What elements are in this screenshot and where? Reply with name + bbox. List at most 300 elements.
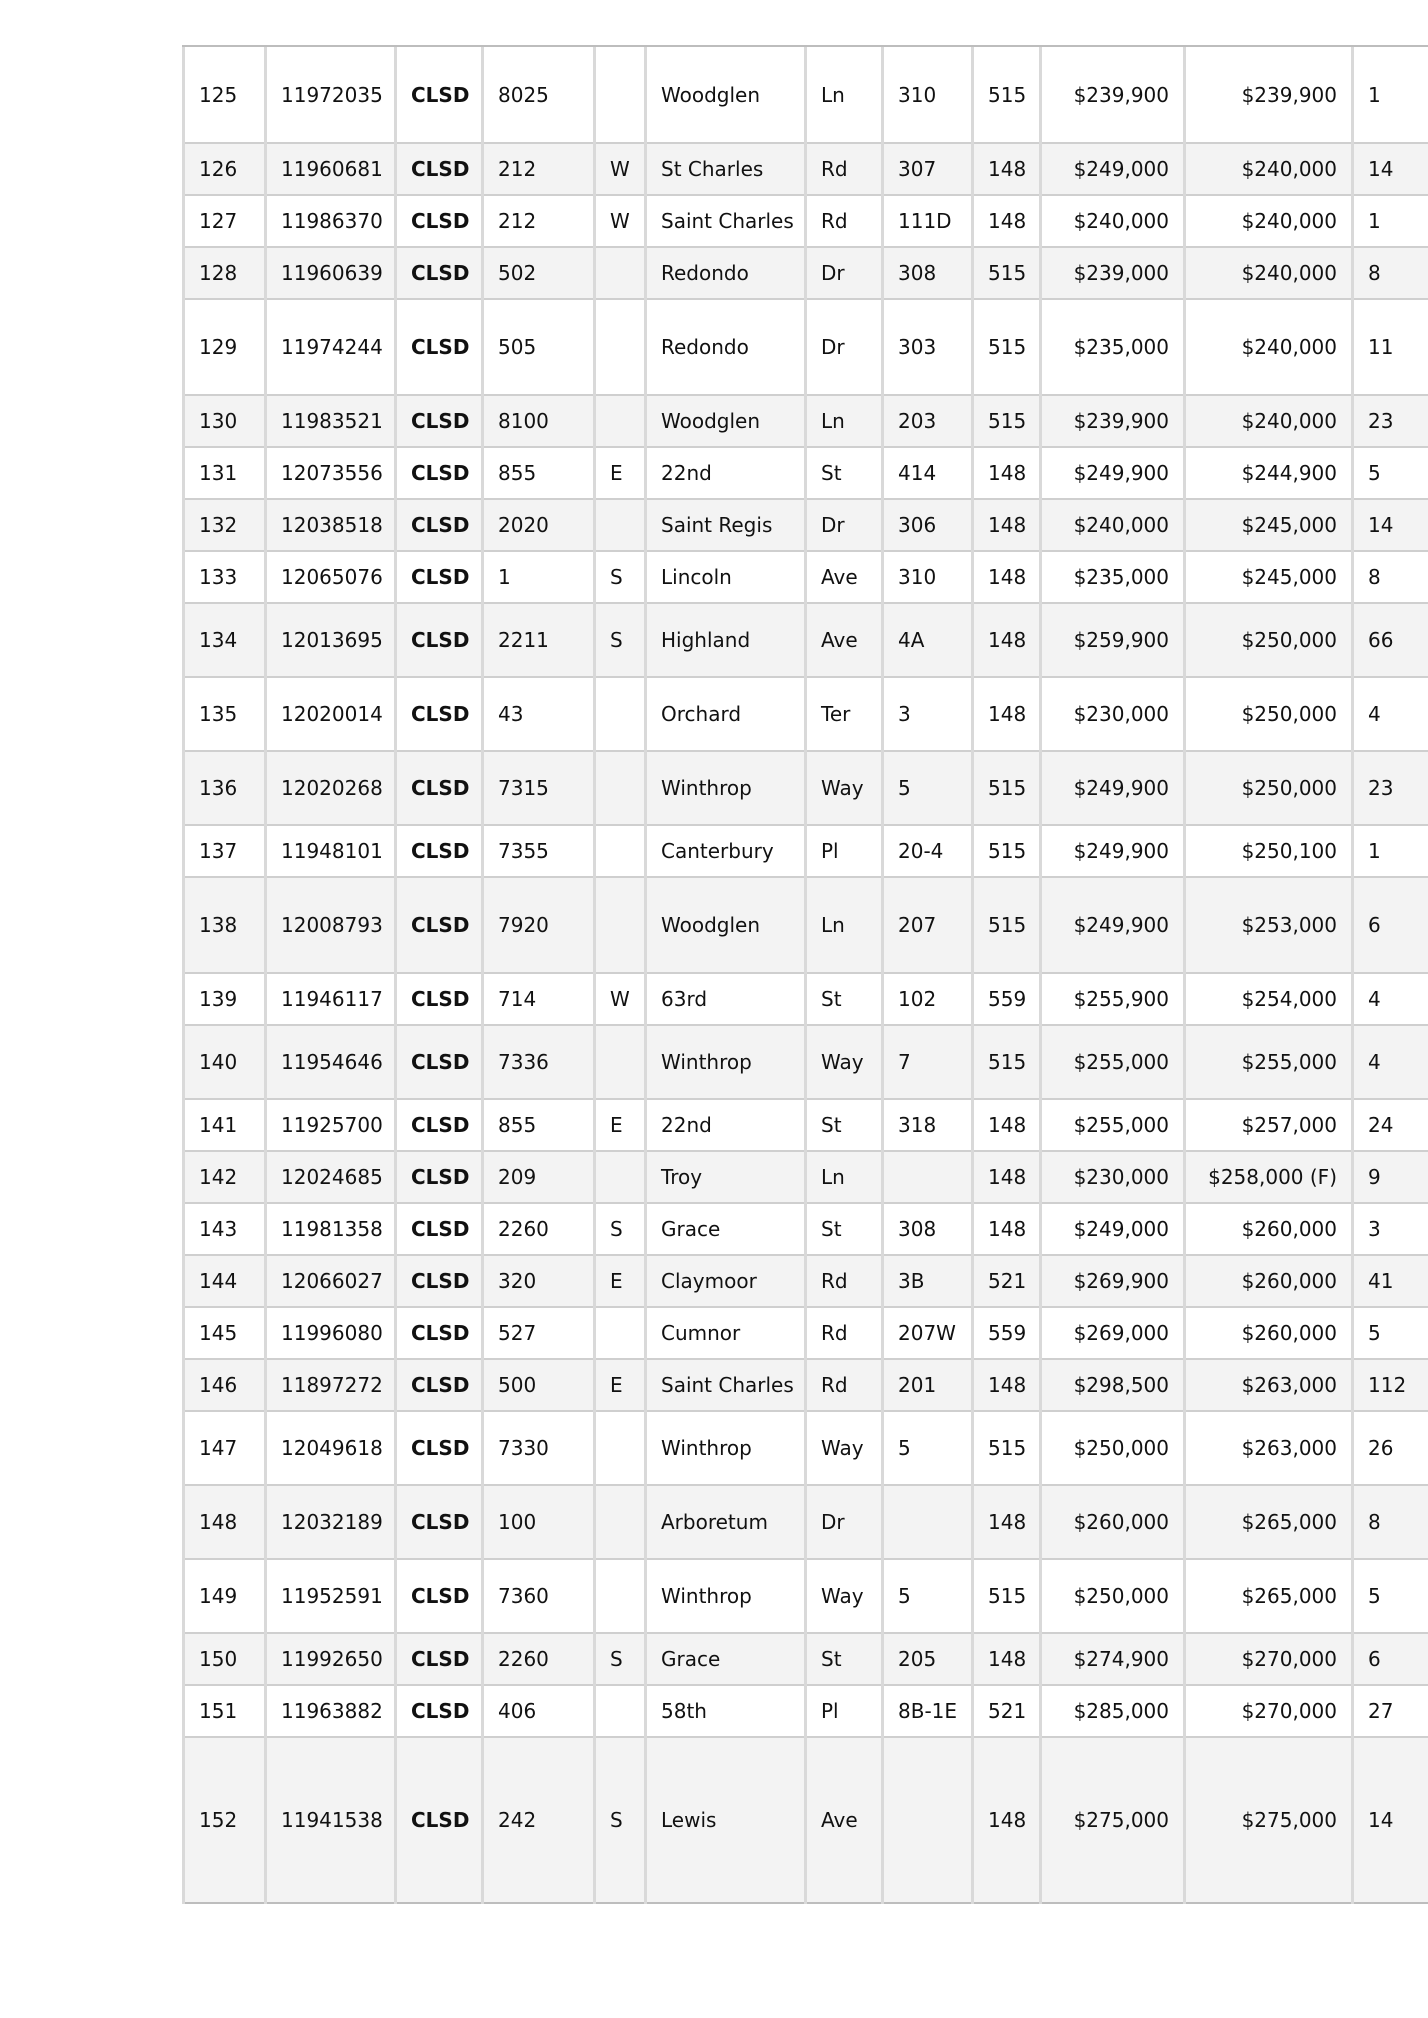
- table-row: [184, 603, 1428, 677]
- street-name-cell: Cumnor: [646, 1307, 806, 1359]
- street-name-cell: Orchard: [646, 677, 806, 751]
- street-suffix-cell: Ter: [806, 677, 883, 751]
- days-on-market-cell: 41: [1353, 1255, 1428, 1307]
- street-name-cell: Saint Charles: [646, 1359, 806, 1411]
- area-cell: 148: [973, 499, 1041, 551]
- mls-number-cell: 11897272: [266, 1359, 396, 1411]
- table-row: [184, 1307, 1428, 1359]
- row-number-cell: 132: [184, 499, 266, 551]
- row-number-cell: 135: [184, 677, 266, 751]
- status-cell: CLSD: [396, 1737, 483, 1903]
- direction-cell: E: [595, 1359, 646, 1411]
- mls-number-cell: 11946117: [266, 973, 396, 1025]
- street-name-cell: Woodglen: [646, 395, 806, 447]
- street-name-cell: Redondo: [646, 247, 806, 299]
- unit-cell: 201: [883, 1359, 973, 1411]
- mls-number-cell: 11960639: [266, 247, 396, 299]
- street-name-cell: Lincoln: [646, 551, 806, 603]
- street-number-cell: 100: [483, 1485, 595, 1559]
- days-on-market-cell: 4: [1353, 1025, 1428, 1099]
- row-number-cell: 140: [184, 1025, 266, 1099]
- unit-cell: 310: [883, 551, 973, 603]
- unit-cell: [883, 1151, 973, 1203]
- street-number-cell: 212: [483, 143, 595, 195]
- street-number-cell: 242: [483, 1737, 595, 1903]
- list-price-cell: $239,900: [1041, 395, 1185, 447]
- sold-price-cell: $255,000: [1185, 1025, 1353, 1099]
- area-cell: 515: [973, 1411, 1041, 1485]
- street-suffix-cell: Rd: [806, 1255, 883, 1307]
- sold-price-cell: $263,000: [1185, 1359, 1353, 1411]
- days-on-market-cell: 24: [1353, 1099, 1428, 1151]
- days-on-market-cell: 14: [1353, 143, 1428, 195]
- status-cell: CLSD: [396, 195, 483, 247]
- status-cell: CLSD: [396, 1307, 483, 1359]
- unit-cell: 414: [883, 447, 973, 499]
- sold-price-cell: $240,000: [1185, 299, 1353, 395]
- street-name-cell: 63rd: [646, 973, 806, 1025]
- mls-number-cell: 12049618: [266, 1411, 396, 1485]
- direction-cell: [595, 395, 646, 447]
- row-number-cell: 134: [184, 603, 266, 677]
- street-suffix-cell: St: [806, 447, 883, 499]
- mls-number-cell: 12038518: [266, 499, 396, 551]
- unit-cell: 207: [883, 877, 973, 973]
- status-cell: CLSD: [396, 447, 483, 499]
- street-suffix-cell: St: [806, 1633, 883, 1685]
- mls-number-cell: 11983521: [266, 395, 396, 447]
- street-suffix-cell: St: [806, 1203, 883, 1255]
- status-cell: CLSD: [396, 1359, 483, 1411]
- status-cell: CLSD: [396, 299, 483, 395]
- street-suffix-cell: Ln: [806, 395, 883, 447]
- unit-cell: 308: [883, 247, 973, 299]
- street-suffix-cell: Dr: [806, 299, 883, 395]
- mls-number-cell: 11941538: [266, 1737, 396, 1903]
- unit-cell: 307: [883, 143, 973, 195]
- table-row: [184, 877, 1428, 973]
- street-number-cell: 320: [483, 1255, 595, 1307]
- table-row: [184, 1025, 1428, 1099]
- street-name-cell: Arboretum: [646, 1485, 806, 1559]
- street-suffix-cell: Rd: [806, 195, 883, 247]
- unit-cell: 203: [883, 395, 973, 447]
- direction-cell: S: [595, 1737, 646, 1903]
- sold-price-cell: $239,900: [1185, 47, 1353, 143]
- sold-price-cell: $250,100: [1185, 825, 1353, 877]
- area-cell: 148: [973, 1737, 1041, 1903]
- street-number-cell: 43: [483, 677, 595, 751]
- list-price-cell: $259,900: [1041, 603, 1185, 677]
- sold-price-cell: $250,000: [1185, 751, 1353, 825]
- street-name-cell: Highland: [646, 603, 806, 677]
- direction-cell: E: [595, 447, 646, 499]
- list-price-cell: $269,900: [1041, 1255, 1185, 1307]
- status-cell: CLSD: [396, 499, 483, 551]
- street-number-cell: 2211: [483, 603, 595, 677]
- sold-price-cell: $258,000 (F): [1185, 1151, 1353, 1203]
- list-price-cell: $255,000: [1041, 1099, 1185, 1151]
- unit-cell: 3: [883, 677, 973, 751]
- area-cell: 521: [973, 1255, 1041, 1307]
- table-row: [184, 825, 1428, 877]
- days-on-market-cell: 1: [1353, 825, 1428, 877]
- street-suffix-cell: Ave: [806, 551, 883, 603]
- street-number-cell: 209: [483, 1151, 595, 1203]
- street-number-cell: 500: [483, 1359, 595, 1411]
- status-cell: CLSD: [396, 1559, 483, 1633]
- days-on-market-cell: 6: [1353, 1633, 1428, 1685]
- mls-number-cell: 12013695: [266, 603, 396, 677]
- street-name-cell: Troy: [646, 1151, 806, 1203]
- direction-cell: S: [595, 1633, 646, 1685]
- street-number-cell: 505: [483, 299, 595, 395]
- area-cell: 148: [973, 1633, 1041, 1685]
- unit-cell: 5: [883, 1559, 973, 1633]
- sold-price-cell: $250,000: [1185, 677, 1353, 751]
- sold-price-cell: $265,000: [1185, 1485, 1353, 1559]
- list-price-cell: $298,500: [1041, 1359, 1185, 1411]
- unit-cell: 5: [883, 751, 973, 825]
- area-cell: 148: [973, 195, 1041, 247]
- street-suffix-cell: Way: [806, 1025, 883, 1099]
- status-cell: CLSD: [396, 1411, 483, 1485]
- unit-cell: 318: [883, 1099, 973, 1151]
- days-on-market-cell: 11: [1353, 299, 1428, 395]
- street-number-cell: 2020: [483, 499, 595, 551]
- street-name-cell: St Charles: [646, 143, 806, 195]
- row-number-cell: 136: [184, 751, 266, 825]
- direction-cell: [595, 677, 646, 751]
- street-number-cell: 527: [483, 1307, 595, 1359]
- street-suffix-cell: Rd: [806, 1359, 883, 1411]
- direction-cell: [595, 1151, 646, 1203]
- row-number-cell: 149: [184, 1559, 266, 1633]
- direction-cell: [595, 1025, 646, 1099]
- sold-price-cell: $240,000: [1185, 247, 1353, 299]
- row-number-cell: 130: [184, 395, 266, 447]
- area-cell: 148: [973, 1203, 1041, 1255]
- row-number-cell: 128: [184, 247, 266, 299]
- table-row: [184, 195, 1428, 247]
- row-number-cell: 141: [184, 1099, 266, 1151]
- direction-cell: E: [595, 1255, 646, 1307]
- mls-number-cell: 11960681: [266, 143, 396, 195]
- table-row: [184, 1737, 1428, 1903]
- street-suffix-cell: Dr: [806, 247, 883, 299]
- table-row: [184, 1411, 1428, 1485]
- street-number-cell: 7360: [483, 1559, 595, 1633]
- unit-cell: 310: [883, 47, 973, 143]
- mls-number-cell: 12066027: [266, 1255, 396, 1307]
- list-price-cell: $285,000: [1041, 1685, 1185, 1737]
- days-on-market-cell: 112: [1353, 1359, 1428, 1411]
- street-number-cell: 714: [483, 973, 595, 1025]
- street-name-cell: Lewis: [646, 1737, 806, 1903]
- mls-number-cell: 12024685: [266, 1151, 396, 1203]
- street-suffix-cell: Pl: [806, 825, 883, 877]
- area-cell: 148: [973, 603, 1041, 677]
- status-cell: CLSD: [396, 143, 483, 195]
- days-on-market-cell: 23: [1353, 395, 1428, 447]
- days-on-market-cell: 8: [1353, 247, 1428, 299]
- status-cell: CLSD: [396, 603, 483, 677]
- area-cell: 148: [973, 143, 1041, 195]
- row-number-cell: 151: [184, 1685, 266, 1737]
- street-number-cell: 855: [483, 447, 595, 499]
- unit-cell: 7: [883, 1025, 973, 1099]
- list-price-cell: $249,000: [1041, 143, 1185, 195]
- days-on-market-cell: 5: [1353, 447, 1428, 499]
- mls-number-cell: 11925700: [266, 1099, 396, 1151]
- area-cell: 148: [973, 677, 1041, 751]
- status-cell: CLSD: [396, 877, 483, 973]
- days-on-market-cell: 4: [1353, 677, 1428, 751]
- days-on-market-cell: 8: [1353, 551, 1428, 603]
- sold-price-cell: $240,000: [1185, 195, 1353, 247]
- street-name-cell: Winthrop: [646, 1025, 806, 1099]
- street-name-cell: Woodglen: [646, 877, 806, 973]
- list-price-cell: $230,000: [1041, 1151, 1185, 1203]
- direction-cell: [595, 1411, 646, 1485]
- street-number-cell: 2260: [483, 1633, 595, 1685]
- direction-cell: S: [595, 1203, 646, 1255]
- street-suffix-cell: St: [806, 973, 883, 1025]
- table-row: [184, 1151, 1428, 1203]
- list-price-cell: $249,900: [1041, 825, 1185, 877]
- street-name-cell: Grace: [646, 1633, 806, 1685]
- list-price-cell: $240,000: [1041, 499, 1185, 551]
- row-number-cell: 137: [184, 825, 266, 877]
- days-on-market-cell: 26: [1353, 1411, 1428, 1485]
- table-row: [184, 1255, 1428, 1307]
- days-on-market-cell: 4: [1353, 973, 1428, 1025]
- status-cell: CLSD: [396, 551, 483, 603]
- mls-number-cell: 11954646: [266, 1025, 396, 1099]
- status-cell: CLSD: [396, 1685, 483, 1737]
- status-cell: CLSD: [396, 1255, 483, 1307]
- street-number-cell: 212: [483, 195, 595, 247]
- list-price-cell: $275,000: [1041, 1737, 1185, 1903]
- street-number-cell: 8025: [483, 47, 595, 143]
- direction-cell: W: [595, 973, 646, 1025]
- list-price-cell: $249,900: [1041, 751, 1185, 825]
- mls-number-cell: 12020014: [266, 677, 396, 751]
- table-row: [184, 1485, 1428, 1559]
- street-name-cell: Saint Regis: [646, 499, 806, 551]
- table-row: [184, 1685, 1428, 1737]
- unit-cell: 205: [883, 1633, 973, 1685]
- mls-number-cell: 12065076: [266, 551, 396, 603]
- list-price-cell: $250,000: [1041, 1411, 1185, 1485]
- table-row: [184, 1559, 1428, 1633]
- mls-number-cell: 11948101: [266, 825, 396, 877]
- listing-table-container: [182, 45, 1428, 1904]
- area-cell: 148: [973, 1099, 1041, 1151]
- direction-cell: [595, 499, 646, 551]
- area-cell: 515: [973, 395, 1041, 447]
- table-row: [184, 143, 1428, 195]
- row-number-cell: 133: [184, 551, 266, 603]
- row-number-cell: 145: [184, 1307, 266, 1359]
- street-name-cell: 22nd: [646, 1099, 806, 1151]
- row-number-cell: 125: [184, 47, 266, 143]
- status-cell: CLSD: [396, 47, 483, 143]
- table-row: [184, 1099, 1428, 1151]
- street-suffix-cell: Rd: [806, 1307, 883, 1359]
- street-suffix-cell: Way: [806, 1411, 883, 1485]
- street-name-cell: Claymoor: [646, 1255, 806, 1307]
- sold-price-cell: $250,000: [1185, 603, 1353, 677]
- street-name-cell: Woodglen: [646, 47, 806, 143]
- sold-price-cell: $260,000: [1185, 1255, 1353, 1307]
- table-row: [184, 677, 1428, 751]
- days-on-market-cell: 6: [1353, 877, 1428, 973]
- sold-price-cell: $260,000: [1185, 1203, 1353, 1255]
- mls-number-cell: 11972035: [266, 47, 396, 143]
- street-name-cell: 22nd: [646, 447, 806, 499]
- street-number-cell: 2260: [483, 1203, 595, 1255]
- direction-cell: [595, 1485, 646, 1559]
- days-on-market-cell: 14: [1353, 499, 1428, 551]
- table-row: [184, 1633, 1428, 1685]
- row-number-cell: 131: [184, 447, 266, 499]
- sold-price-cell: $254,000: [1185, 973, 1353, 1025]
- sold-price-cell: $244,900: [1185, 447, 1353, 499]
- direction-cell: [595, 877, 646, 973]
- area-cell: 515: [973, 247, 1041, 299]
- street-suffix-cell: Dr: [806, 499, 883, 551]
- area-cell: 515: [973, 299, 1041, 395]
- direction-cell: [595, 1685, 646, 1737]
- row-number-cell: 152: [184, 1737, 266, 1903]
- table-row: [184, 1359, 1428, 1411]
- street-number-cell: 7330: [483, 1411, 595, 1485]
- street-number-cell: 855: [483, 1099, 595, 1151]
- street-suffix-cell: Way: [806, 751, 883, 825]
- sold-price-cell: $245,000: [1185, 499, 1353, 551]
- row-number-cell: 150: [184, 1633, 266, 1685]
- list-price-cell: $239,000: [1041, 247, 1185, 299]
- street-name-cell: Winthrop: [646, 1411, 806, 1485]
- mls-number-cell: 12020268: [266, 751, 396, 825]
- mls-number-cell: 11981358: [266, 1203, 396, 1255]
- table-row: [184, 751, 1428, 825]
- street-number-cell: 1: [483, 551, 595, 603]
- direction-cell: [595, 1559, 646, 1633]
- street-name-cell: Winthrop: [646, 1559, 806, 1633]
- days-on-market-cell: 14: [1353, 1737, 1428, 1903]
- sold-price-cell: $260,000: [1185, 1307, 1353, 1359]
- area-cell: 515: [973, 1559, 1041, 1633]
- street-suffix-cell: St: [806, 1099, 883, 1151]
- sold-price-cell: $240,000: [1185, 143, 1353, 195]
- area-cell: 148: [973, 447, 1041, 499]
- mls-number-cell: 11986370: [266, 195, 396, 247]
- sold-price-cell: $270,000: [1185, 1633, 1353, 1685]
- days-on-market-cell: 9: [1353, 1151, 1428, 1203]
- street-number-cell: 7336: [483, 1025, 595, 1099]
- table-row: [184, 551, 1428, 603]
- list-price-cell: $249,900: [1041, 447, 1185, 499]
- days-on-market-cell: 5: [1353, 1307, 1428, 1359]
- days-on-market-cell: 8: [1353, 1485, 1428, 1559]
- table-row: [184, 447, 1428, 499]
- unit-cell: 111D: [883, 195, 973, 247]
- street-suffix-cell: Pl: [806, 1685, 883, 1737]
- unit-cell: 102: [883, 973, 973, 1025]
- list-price-cell: $235,000: [1041, 299, 1185, 395]
- street-suffix-cell: Ln: [806, 47, 883, 143]
- list-price-cell: $249,900: [1041, 877, 1185, 973]
- area-cell: 521: [973, 1685, 1041, 1737]
- area-cell: 148: [973, 1359, 1041, 1411]
- list-price-cell: $235,000: [1041, 551, 1185, 603]
- direction-cell: S: [595, 603, 646, 677]
- street-name-cell: Saint Charles: [646, 195, 806, 247]
- row-number-cell: 143: [184, 1203, 266, 1255]
- street-suffix-cell: Ln: [806, 877, 883, 973]
- days-on-market-cell: 23: [1353, 751, 1428, 825]
- area-cell: 148: [973, 1485, 1041, 1559]
- sold-price-cell: $245,000: [1185, 551, 1353, 603]
- mls-number-cell: 11996080: [266, 1307, 396, 1359]
- mls-number-cell: 12032189: [266, 1485, 396, 1559]
- days-on-market-cell: 27: [1353, 1685, 1428, 1737]
- direction-cell: W: [595, 195, 646, 247]
- street-number-cell: 8100: [483, 395, 595, 447]
- status-cell: CLSD: [396, 1025, 483, 1099]
- row-number-cell: 139: [184, 973, 266, 1025]
- unit-cell: 306: [883, 499, 973, 551]
- status-cell: CLSD: [396, 973, 483, 1025]
- days-on-market-cell: 3: [1353, 1203, 1428, 1255]
- area-cell: 559: [973, 1307, 1041, 1359]
- list-price-cell: $269,000: [1041, 1307, 1185, 1359]
- row-number-cell: 148: [184, 1485, 266, 1559]
- unit-cell: 308: [883, 1203, 973, 1255]
- direction-cell: [595, 825, 646, 877]
- status-cell: CLSD: [396, 1633, 483, 1685]
- street-suffix-cell: Ave: [806, 1737, 883, 1903]
- row-number-cell: 127: [184, 195, 266, 247]
- row-number-cell: 138: [184, 877, 266, 973]
- status-cell: CLSD: [396, 1203, 483, 1255]
- sold-price-cell: $253,000: [1185, 877, 1353, 973]
- area-cell: 148: [973, 1151, 1041, 1203]
- days-on-market-cell: 66: [1353, 603, 1428, 677]
- days-on-market-cell: 1: [1353, 195, 1428, 247]
- list-price-cell: $230,000: [1041, 677, 1185, 751]
- status-cell: CLSD: [396, 825, 483, 877]
- table-row: [184, 247, 1428, 299]
- area-cell: 559: [973, 973, 1041, 1025]
- street-number-cell: 7355: [483, 825, 595, 877]
- direction-cell: [595, 299, 646, 395]
- sold-price-cell: $263,000: [1185, 1411, 1353, 1485]
- mls-number-cell: 12008793: [266, 877, 396, 973]
- table-row: [184, 395, 1428, 447]
- sold-price-cell: $240,000: [1185, 395, 1353, 447]
- mls-number-cell: 11952591: [266, 1559, 396, 1633]
- unit-cell: 207W: [883, 1307, 973, 1359]
- street-name-cell: 58th: [646, 1685, 806, 1737]
- status-cell: CLSD: [396, 1099, 483, 1151]
- row-number-cell: 129: [184, 299, 266, 395]
- mls-number-cell: 12073556: [266, 447, 396, 499]
- area-cell: 148: [973, 551, 1041, 603]
- area-cell: 515: [973, 825, 1041, 877]
